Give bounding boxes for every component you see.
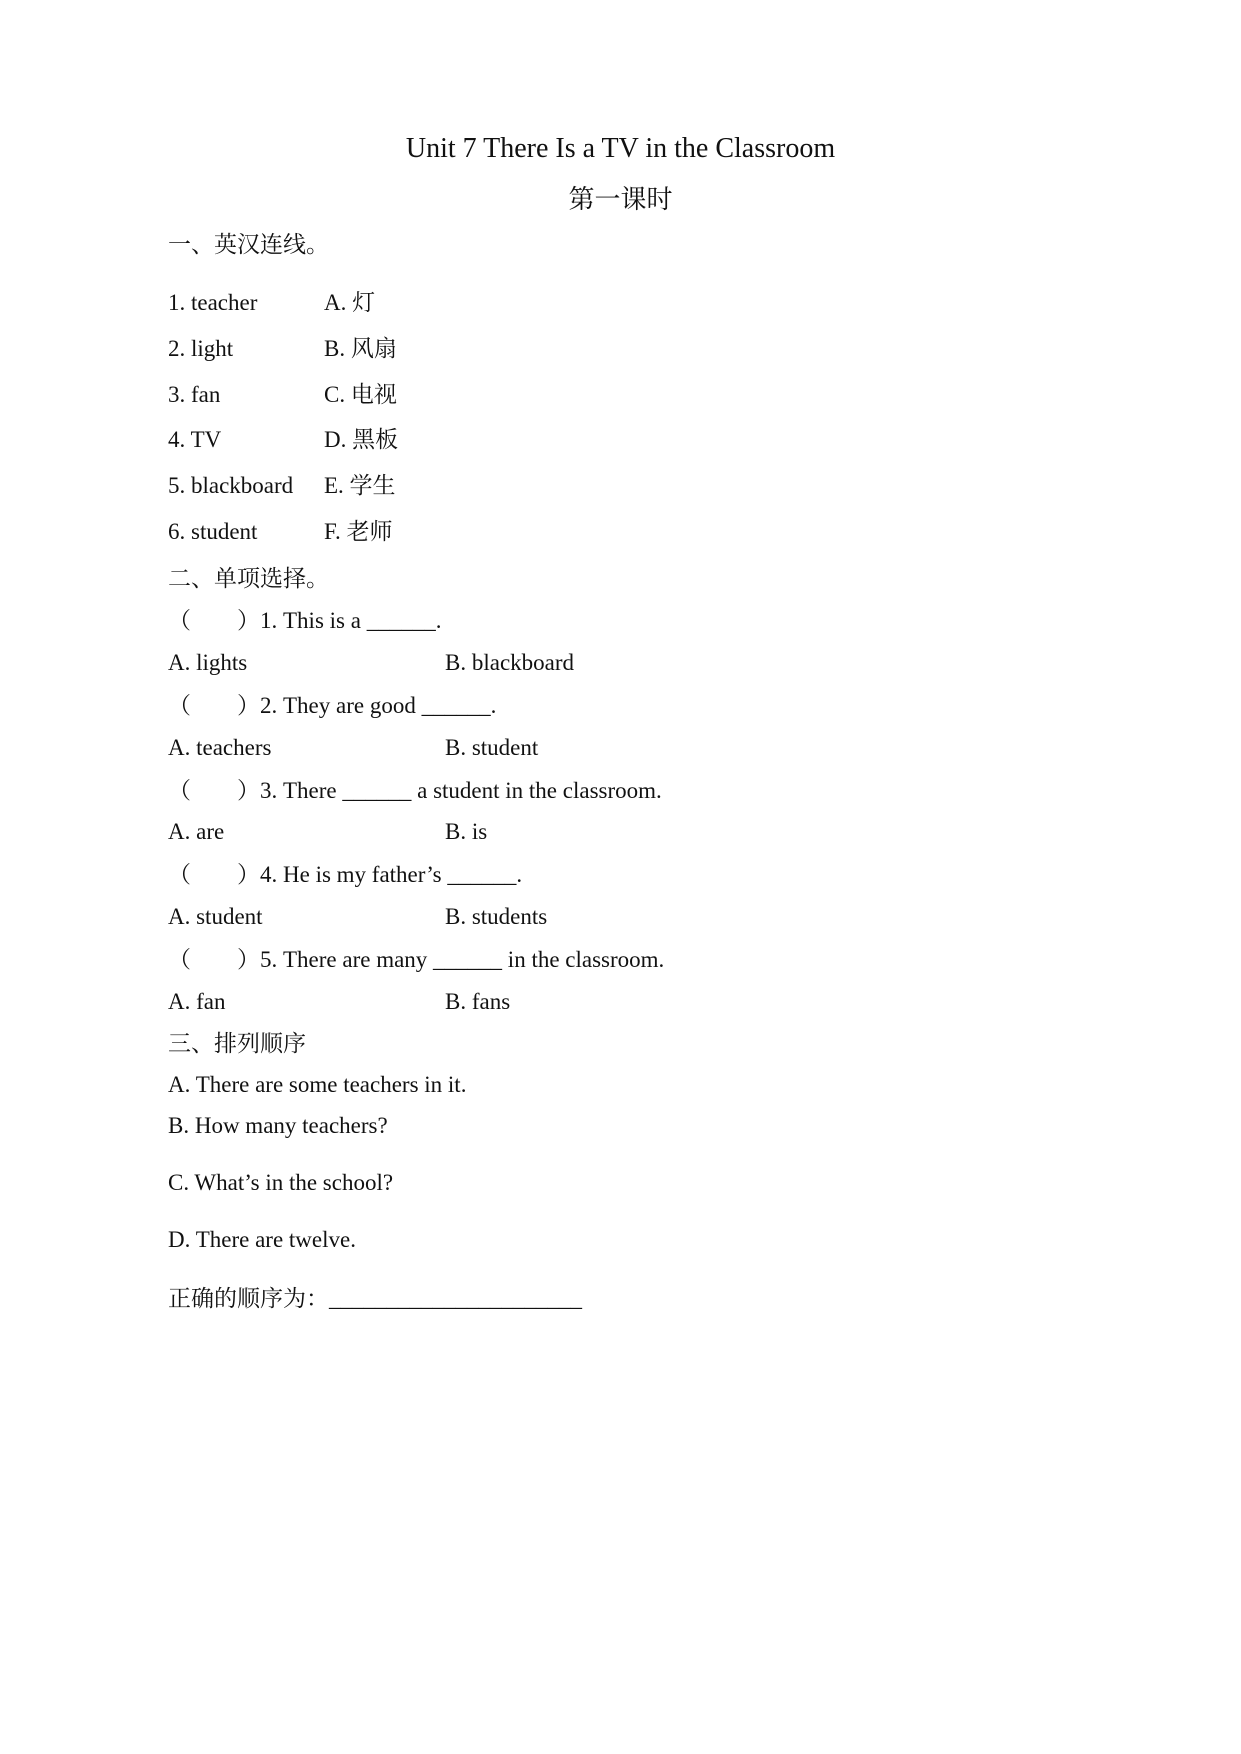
matching-english-6: 6. student: [168, 519, 258, 544]
ordering-item-b: B. How many teachers?: [168, 1113, 388, 1138]
page-title: Unit 7 There Is a TV in the Classroom: [405, 133, 836, 164]
question-1-option-a: A. lights: [168, 650, 248, 675]
ordering-item-d: D. There are twelve.: [168, 1227, 356, 1252]
matching-english-4: 4. TV: [168, 427, 222, 452]
question-2-option-b: B. student: [445, 735, 539, 760]
matching-chinese-d: D. 黑板: [324, 427, 399, 452]
question-1-stem: （ ）1. This is a ______.: [168, 608, 442, 633]
question-2-option-a: A. teachers: [168, 735, 272, 760]
ordering-item-a: A. There are some teachers in it.: [168, 1072, 467, 1097]
question-2-stem: （ ）2. They are good ______.: [168, 693, 497, 718]
ordering-item-c: C. What’s in the school?: [168, 1170, 394, 1195]
question-3-option-a: A. are: [168, 819, 225, 844]
question-4-option-a: A. student: [168, 904, 263, 929]
section-heading-matching: 一、英汉连线。: [168, 232, 329, 257]
ordering-answer-line: 正确的顺序为：______________________: [168, 1286, 582, 1311]
matching-chinese-e: E. 学生: [324, 473, 396, 498]
section-heading-ordering: 三、排列顺序: [168, 1031, 306, 1056]
question-4-stem: （ ）4. He is my father’s ______.: [168, 862, 523, 887]
matching-english-3: 3. fan: [168, 382, 221, 407]
matching-chinese-a: A. 灯: [324, 290, 376, 315]
page-subtitle: 第一课时: [568, 185, 673, 214]
question-5-option-a: A. fan: [168, 989, 226, 1014]
question-5-option-b: B. fans: [445, 989, 511, 1014]
question-3-option-b: B. is: [445, 819, 488, 844]
section-heading-choice: 二、单项选择。: [168, 566, 329, 591]
matching-english-5: 5. blackboard: [168, 473, 294, 498]
question-5-stem: （ ）5. There are many ______ in the classroom.: [168, 947, 665, 972]
question-3-stem: （ ）3. There ______ a student in the classroom.: [168, 778, 662, 803]
matching-chinese-b: B. 风扇: [324, 336, 397, 361]
matching-chinese-f: F. 老师: [324, 519, 393, 544]
matching-chinese-c: C. 电视: [324, 382, 397, 407]
question-4-option-b: B. students: [445, 904, 548, 929]
matching-english-1: 1. teacher: [168, 290, 258, 315]
question-1-option-b: B. blackboard: [445, 650, 575, 675]
matching-english-2: 2. light: [168, 336, 234, 361]
